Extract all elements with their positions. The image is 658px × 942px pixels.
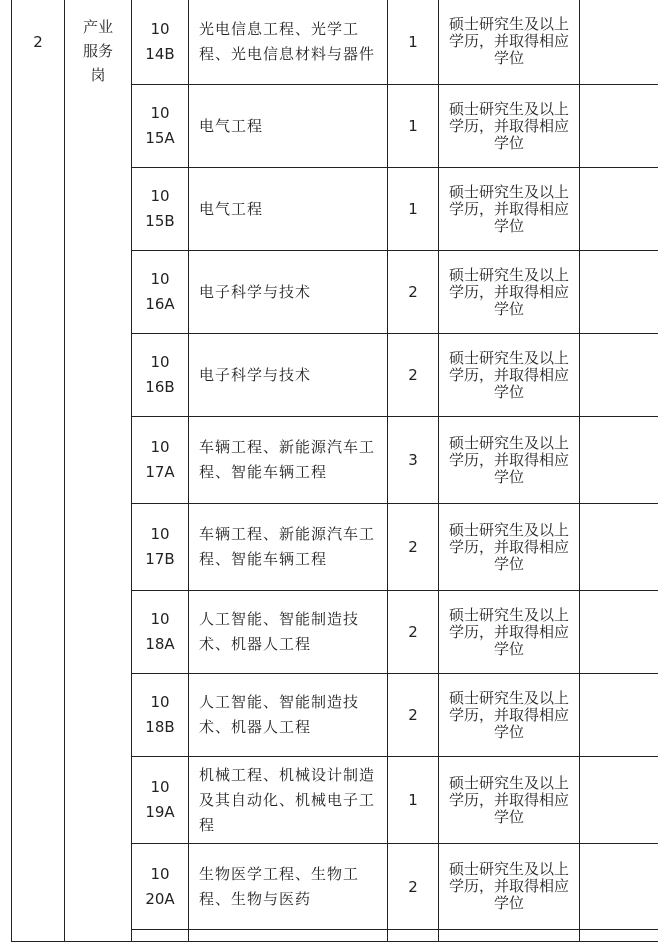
position-code xyxy=(132,844,189,930)
remarks-cell xyxy=(580,251,658,334)
seq-number: 2 xyxy=(12,30,64,54)
position-code xyxy=(132,674,189,757)
hiring-count: 2 xyxy=(388,591,439,674)
hiring-count: 2 xyxy=(388,844,439,930)
position-code-line1: 10 xyxy=(132,101,188,126)
hiring-count: 1 xyxy=(388,85,439,168)
seq-cell xyxy=(12,0,65,942)
education-requirement: 硕士研究生及以上学历，并取得相应学位 xyxy=(439,0,580,85)
position-code-line1: 10 xyxy=(132,607,188,632)
education-requirement: 硕士研究生及以上学历，并取得相应学位 xyxy=(439,417,580,504)
remarks-cell xyxy=(580,591,658,674)
position-code-line1: 10 xyxy=(132,522,188,547)
remarks-cell xyxy=(580,844,658,930)
recruitment-table xyxy=(11,0,658,942)
position-code-line2: 20A xyxy=(132,887,188,912)
education-requirement: 硕士研究生及以上学历，并取得相应学位 xyxy=(439,504,580,591)
remarks-cell xyxy=(580,757,658,844)
hiring-count: 1 xyxy=(388,757,439,844)
education-requirement: 硕士研究生及以上学历，并取得相应学位 xyxy=(439,757,580,844)
education-requirement: 硕士研究生及以上学历，并取得相应学位 xyxy=(439,251,580,334)
hiring-count: 1 xyxy=(388,0,439,85)
major-requirement: 车辆工程、新能源汽车工程、智能车辆工程 xyxy=(189,417,388,504)
remarks-cell xyxy=(580,417,658,504)
position-code-line2: 18B xyxy=(132,715,188,740)
remarks-cell xyxy=(580,0,658,85)
major-requirement: 人工智能、智能制造技术、机器人工程 xyxy=(189,591,388,674)
major-requirement: 车辆工程、新能源汽车工程、智能车辆工程 xyxy=(189,504,388,591)
hiring-count: 2 xyxy=(388,504,439,591)
position-code xyxy=(132,168,189,251)
position-code-line2: 16A xyxy=(132,292,188,317)
position-code xyxy=(132,251,189,334)
major-requirement: 电气工程 xyxy=(189,168,388,251)
position-code-line1: 10 xyxy=(132,775,188,800)
position-code-line2: 16B xyxy=(132,375,188,400)
position-code-line2: 18A xyxy=(132,632,188,657)
hiring-count: 3 xyxy=(388,417,439,504)
major-requirement: 机械工程、机械设计制造及其自动化、机械电子工程 xyxy=(189,757,388,844)
major-requirement: 电子科学与技术 xyxy=(189,251,388,334)
position-code-line2: 17B xyxy=(132,547,188,572)
position-code-line1: 10 xyxy=(132,184,188,209)
remarks-cell xyxy=(580,504,658,591)
position-code-line2: 15A xyxy=(132,126,188,151)
hiring-count: 1 xyxy=(388,168,439,251)
major-requirement: 电子科学与技术 xyxy=(189,334,388,417)
position-code-line2: 19A xyxy=(132,800,188,825)
remarks-cell xyxy=(580,85,658,168)
major-requirement: 电气工程 xyxy=(189,85,388,168)
major-requirement: 生物医学工程、生物工程、生物与医药 xyxy=(189,844,388,930)
remarks-cell xyxy=(580,334,658,417)
hiring-count: 2 xyxy=(388,251,439,334)
position-code-line1: 10 xyxy=(132,862,188,887)
post-cell xyxy=(65,0,132,942)
table-row xyxy=(12,0,658,85)
major-requirement: 光电信息工程、光学工程、光电信息材料与器件 xyxy=(189,0,388,85)
position-code xyxy=(132,0,189,85)
position-code-line1: 10 xyxy=(132,435,188,460)
education-requirement: 硕士研究生及以上学历，并取得相应学位 xyxy=(439,334,580,417)
remarks-cell xyxy=(580,168,658,251)
position-code-line2: 17A xyxy=(132,460,188,485)
position-code xyxy=(132,504,189,591)
position-code xyxy=(132,417,189,504)
education-requirement: 硕士研究生及以上学历，并取得相应学位 xyxy=(439,591,580,674)
education-requirement: 硕士研究生及以上学历，并取得相应学位 xyxy=(439,844,580,930)
empty-cell xyxy=(189,930,388,942)
position-code-line1: 10 xyxy=(132,690,188,715)
major-requirement: 人工智能、智能制造技术、机器人工程 xyxy=(189,674,388,757)
education-requirement: 硕士研究生及以上学历，并取得相应学位 xyxy=(439,85,580,168)
position-code xyxy=(132,85,189,168)
position-code-line2: 15B xyxy=(132,209,188,234)
post-name: 产业服务岗 xyxy=(78,15,118,87)
position-code-line1: 10 xyxy=(132,267,188,292)
empty-cell xyxy=(388,930,439,942)
position-code xyxy=(132,591,189,674)
position-code-line1: 10 xyxy=(132,350,188,375)
education-requirement: 硕士研究生及以上学历，并取得相应学位 xyxy=(439,674,580,757)
position-code xyxy=(132,334,189,417)
hiring-count: 2 xyxy=(388,674,439,757)
position-code xyxy=(132,757,189,844)
hiring-count: 2 xyxy=(388,334,439,417)
education-requirement: 硕士研究生及以上学历，并取得相应学位 xyxy=(439,168,580,251)
position-code-line2: 14B xyxy=(132,42,188,67)
empty-cell xyxy=(439,930,580,942)
empty-cell xyxy=(580,930,658,942)
position-code-line1: 10 xyxy=(132,17,188,42)
remarks-cell xyxy=(580,674,658,757)
empty-cell xyxy=(132,930,189,942)
